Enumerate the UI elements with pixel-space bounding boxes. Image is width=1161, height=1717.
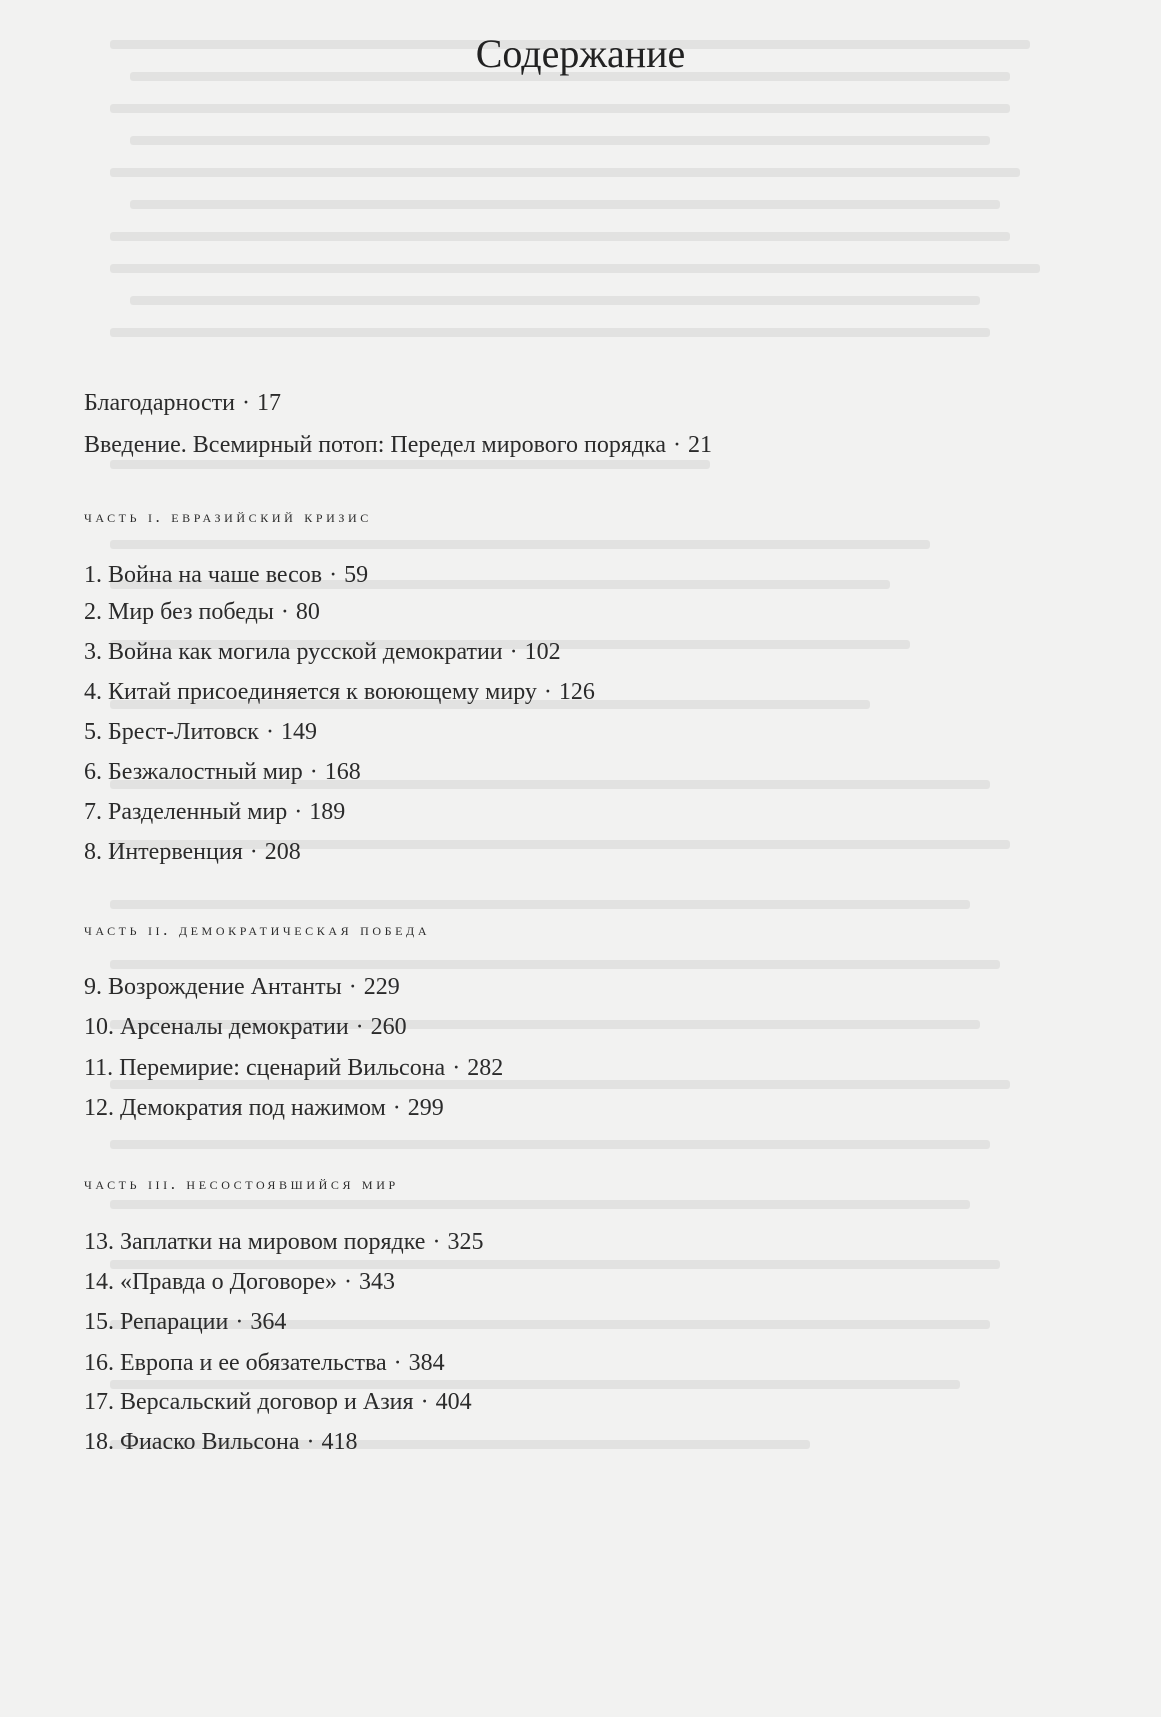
entry-label: 5. Брест-Литовск [84,719,259,745]
entry-separator: · [241,390,250,416]
part-heading-1: часть i. евразийский кризис [84,507,372,526]
entry-label: Благодарности [84,390,235,416]
entry-label: 13. Заплатки на мировом порядке [84,1229,426,1255]
entry-separator: · [543,679,552,705]
entry-page: 59 [344,562,369,588]
entry-label: 1. Война на чаше весов [84,562,323,588]
entry-label: 11. Перемирие: сценарий Вильсона [84,1055,446,1081]
entry-separator: · [452,1055,461,1081]
entry-label: Введение. Всемирный потоп: Передел мирового порядка [84,432,667,458]
entry-separator: · [309,759,318,785]
toc-entry-chapter-17 [84,1387,472,1417]
toc-entry-chapter-14 [84,1267,395,1297]
entry-separator: · [509,639,518,665]
toc-entry-chapter-11 [84,1053,503,1083]
entry-label: 12. Демократия под нажимом [84,1095,386,1121]
toc-entry-chapter-1 [84,560,368,590]
entry-page: 149 [280,719,317,745]
toc-entry-chapter-9 [84,972,400,1002]
toc-entry-chapter-5 [84,717,317,747]
entry-separator: · [306,1429,315,1455]
entry-label: 14. «Правда о Договоре» [84,1269,338,1295]
entry-page: 260 [370,1014,407,1040]
toc-entry-chapter-8 [84,837,301,867]
entry-page: 418 [321,1429,358,1455]
entry-separator: · [348,974,357,1000]
part-heading-3: часть iii. несостоявшийся мир [84,1174,399,1193]
entry-label: 15. Репарации [84,1309,229,1335]
entry-page: 384 [408,1350,445,1376]
entry-label: 4. Китай присоединяется к воюющему миру [84,679,537,705]
entry-page: 102 [524,639,561,665]
entry-separator: · [280,599,289,625]
entry-separator: · [265,719,274,745]
entry-label: 6. Безжалостный мир [84,759,303,785]
entry-separator: · [355,1014,364,1040]
toc-entry-chapter-18 [84,1427,357,1457]
toc-entry-chapter-4 [84,677,595,707]
entry-page: 282 [467,1055,504,1081]
entry-separator: · [235,1309,244,1335]
entry-page: 168 [324,759,361,785]
entry-label: 9. Возрождение Антанты [84,974,342,1000]
entry-page: 80 [295,599,320,625]
entry-page: 299 [407,1095,444,1121]
toc-entry-chapter-6 [84,757,361,787]
entry-label: 3. Война как могила русской демократии [84,639,503,665]
toc-entry-chapter-15 [84,1307,286,1337]
entry-page: 126 [558,679,595,705]
entry-page: 208 [264,839,301,865]
entry-separator: · [420,1389,429,1415]
part-heading-2: часть ii. демократическая победа [84,920,431,939]
entry-label: 17. Версальский договор и Азия [84,1389,414,1415]
entry-page: 364 [250,1309,287,1335]
toc-entry-introduction [84,430,712,460]
entry-label: 16. Европа и ее обязательства [84,1350,387,1376]
toc-entry-chapter-3 [84,637,561,667]
toc-entry-chapter-13 [84,1227,483,1257]
entry-separator: · [673,432,682,458]
entry-page: 325 [447,1229,484,1255]
entry-page: 229 [363,974,400,1000]
entry-separator: · [344,1269,353,1295]
entry-page: 189 [309,799,346,825]
entry-label: 2. Мир без победы [84,599,274,625]
entry-label: 18. Фиаско Вильсона [84,1429,300,1455]
entry-page: 21 [688,432,713,458]
page-title: Содержание [475,31,686,76]
entry-label: 10. Арсеналы демократии [84,1014,349,1040]
toc-entry-chapter-12 [84,1093,444,1123]
toc-entry-acknowledgements [84,388,281,418]
entry-separator: · [393,1350,402,1376]
toc-entry-chapter-7 [84,797,345,827]
entry-label: 8. Интервенция [84,839,243,865]
entry-page: 343 [359,1269,396,1295]
entry-separator: · [329,562,338,588]
entry-separator: · [432,1229,441,1255]
entry-separator: · [392,1095,401,1121]
toc-entry-chapter-2 [84,597,320,627]
toc-entry-chapter-10 [84,1012,407,1042]
entry-separator: · [249,839,258,865]
entry-separator: · [294,799,303,825]
toc-entry-chapter-16 [84,1348,445,1378]
entry-label: 7. Разделенный мир [84,799,288,825]
entry-page: 17 [256,390,281,416]
entry-page: 404 [435,1389,472,1415]
